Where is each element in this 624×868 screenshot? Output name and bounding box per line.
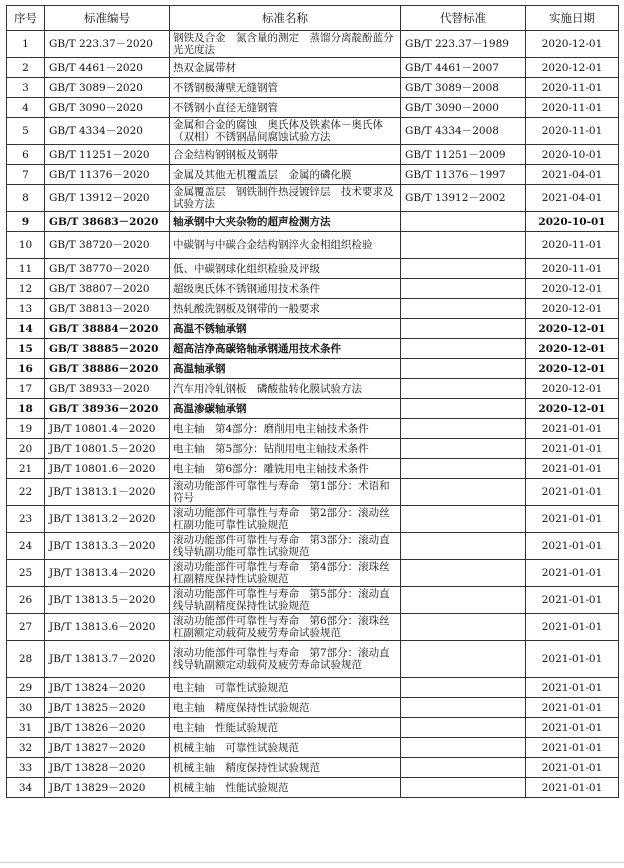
standard-code: GB/T 38720－2020 — [45, 232, 170, 259]
standard-code: JB/T 13824－2020 — [45, 678, 170, 698]
standard-name: 滚动功能部件可靠性与寿命 第6部分：滚珠丝杠副额定动载荷及疲劳寿命试验规范 — [170, 614, 401, 641]
table-row — [7, 58, 619, 78]
row-number: 34 — [7, 778, 45, 798]
effective-date: 2021-01-01 — [526, 533, 619, 560]
effective-date: 2020-12-01 — [526, 31, 619, 58]
standard-code: JB/T 13813.6－2020 — [45, 614, 170, 641]
table-row — [7, 165, 619, 185]
row-number: 13 — [7, 299, 45, 319]
standard-code: GB/T 4334－2020 — [45, 118, 170, 145]
effective-date: 2021-01-01 — [526, 738, 619, 758]
replaced-standard: GB/T 3089－2008 — [401, 78, 526, 98]
standard-name: 金属及其他无机覆盖层 金属的磷化膜 — [170, 165, 401, 185]
row-number: 14 — [7, 319, 45, 339]
replaced-standard — [401, 359, 526, 379]
replaced-standard — [401, 459, 526, 479]
standard-code: GB/T 38807－2020 — [45, 279, 170, 299]
standard-code: JB/T 13813.3－2020 — [45, 533, 170, 560]
table-row — [7, 359, 619, 379]
row-number: 25 — [7, 560, 45, 587]
row-number: 19 — [7, 419, 45, 439]
standard-code: GB/T 38884－2020 — [45, 319, 170, 339]
effective-date: 2021-01-01 — [526, 718, 619, 738]
table-row — [7, 533, 619, 560]
standard-name: 电主轴 可靠性试验规范 — [170, 678, 401, 698]
effective-date: 2021-01-01 — [526, 419, 619, 439]
table-row — [7, 319, 619, 339]
standard-name: 热双金属带材 — [170, 58, 401, 78]
header-name: 标准名称 — [170, 6, 401, 31]
standard-name: 金属覆盖层 钢铁制件热浸镀锌层 技术要求及试验方法 — [170, 185, 401, 212]
row-number: 29 — [7, 678, 45, 698]
row-number: 4 — [7, 98, 45, 118]
row-number: 18 — [7, 399, 45, 419]
row-number: 9 — [7, 212, 45, 232]
effective-date: 2021-01-01 — [526, 439, 619, 459]
standard-name: 中碳钢与中碳合金结构钢淬火金相组织检验 — [170, 232, 401, 259]
replaced-standard — [401, 506, 526, 533]
effective-date: 2021-01-01 — [526, 587, 619, 614]
standard-code: JB/T 10801.4－2020 — [45, 419, 170, 439]
effective-date: 2021-01-01 — [526, 614, 619, 641]
replaced-standard — [401, 379, 526, 399]
replaced-standard — [401, 718, 526, 738]
standard-name: 高温不锈轴承钢 — [170, 319, 401, 339]
table-row — [7, 98, 619, 118]
replaced-standard — [401, 339, 526, 359]
standard-name: 电主轴 第4部分：磨削用电主轴技术条件 — [170, 419, 401, 439]
table-row — [7, 506, 619, 533]
standard-code: JB/T 13828－2020 — [45, 758, 170, 778]
replaced-standard: GB/T 11376－1997 — [401, 165, 526, 185]
standard-code: GB/T 38886－2020 — [45, 359, 170, 379]
effective-date: 2020-12-01 — [526, 379, 619, 399]
replaced-standard — [401, 778, 526, 798]
effective-date: 2020-11-01 — [526, 78, 619, 98]
standard-name: 钢铁及合金 氮含量的测定 蒸馏分离靛酚蓝分光光度法 — [170, 31, 401, 58]
standard-name: 热轧酸洗钢板及钢带的一般要求 — [170, 299, 401, 319]
standard-code: JB/T 10801.5－2020 — [45, 439, 170, 459]
replaced-standard — [401, 738, 526, 758]
table-row — [7, 299, 619, 319]
replaced-standard — [401, 587, 526, 614]
effective-date: 2021-01-01 — [526, 506, 619, 533]
standard-name: 低、中碳钢球化组织检验及评级 — [170, 259, 401, 279]
row-number: 2 — [7, 58, 45, 78]
table-row — [7, 738, 619, 758]
table-row — [7, 718, 619, 738]
table-row — [7, 232, 619, 259]
standard-code: GB/T 38885－2020 — [45, 339, 170, 359]
effective-date: 2020-12-01 — [526, 299, 619, 319]
row-number: 16 — [7, 359, 45, 379]
replaced-standard — [401, 533, 526, 560]
row-number: 28 — [7, 641, 45, 678]
standard-code: GB/T 3090－2020 — [45, 98, 170, 118]
header-no: 序号 — [7, 6, 45, 31]
standard-code: GB/T 4461－2020 — [45, 58, 170, 78]
row-number: 6 — [7, 145, 45, 165]
replaced-standard — [401, 419, 526, 439]
standard-code: JB/T 13826－2020 — [45, 718, 170, 738]
standard-name: 高温轴承钢 — [170, 359, 401, 379]
row-number: 10 — [7, 232, 45, 259]
standard-code: GB/T 38813－2020 — [45, 299, 170, 319]
row-number: 20 — [7, 439, 45, 459]
table-row — [7, 379, 619, 399]
standard-code: JB/T 13813.5－2020 — [45, 587, 170, 614]
standard-name: 超高洁净高碳铬轴承钢通用技术条件 — [170, 339, 401, 359]
effective-date: 2020-12-01 — [526, 279, 619, 299]
effective-date: 2021-01-01 — [526, 459, 619, 479]
header-row — [7, 6, 619, 31]
replaced-standard — [401, 319, 526, 339]
table-row — [7, 587, 619, 614]
table-row — [7, 678, 619, 698]
header-code: 标准编号 — [45, 6, 170, 31]
standard-code: JB/T 13813.7－2020 — [45, 641, 170, 678]
standard-code: GB/T 38936－2020 — [45, 399, 170, 419]
row-number: 15 — [7, 339, 45, 359]
replaced-standard — [401, 678, 526, 698]
standard-name: 合金结构钢钢板及钢带 — [170, 145, 401, 165]
row-number: 8 — [7, 185, 45, 212]
table-row — [7, 118, 619, 145]
standard-name: 机械主轴 性能试验规范 — [170, 778, 401, 798]
standard-name: 不锈钢小直径无缝钢管 — [170, 98, 401, 118]
effective-date: 2020-12-01 — [526, 399, 619, 419]
standard-name: 滚动功能部件可靠性与寿命 第2部分：滚动丝杠副功能可靠性试验规范 — [170, 506, 401, 533]
replaced-standard — [401, 232, 526, 259]
standard-name: 滚动功能部件可靠性与寿命 第1部分：术语和符号 — [170, 479, 401, 506]
standard-name: 金属和合金的腐蚀 奥氏体及铁素体－奥氏体（双相）不锈钢晶间腐蚀试验方法 — [170, 118, 401, 145]
standard-name: 不锈钢极薄壁无缝钢管 — [170, 78, 401, 98]
effective-date: 2021-01-01 — [526, 758, 619, 778]
header-replaces: 代替标准 — [401, 6, 526, 31]
row-number: 26 — [7, 587, 45, 614]
standard-name: 高温渗碳轴承钢 — [170, 399, 401, 419]
table-row — [7, 279, 619, 299]
table-row — [7, 439, 619, 459]
replaced-standard — [401, 259, 526, 279]
standard-code: GB/T 3089－2020 — [45, 78, 170, 98]
table-row — [7, 259, 619, 279]
effective-date: 2020-12-01 — [526, 339, 619, 359]
table-row — [7, 145, 619, 165]
row-number: 32 — [7, 738, 45, 758]
table-row — [7, 560, 619, 587]
effective-date: 2020-10-01 — [526, 145, 619, 165]
row-number: 11 — [7, 259, 45, 279]
standard-code: GB/T 38683－2020 — [45, 212, 170, 232]
standard-name: 滚动功能部件可靠性与寿命 第4部分：滚珠丝杠副精度保持性试验规范 — [170, 560, 401, 587]
replaced-standard — [401, 641, 526, 678]
standard-name: 电主轴 精度保持性试验规范 — [170, 698, 401, 718]
replaced-standard — [401, 299, 526, 319]
table-row — [7, 185, 619, 212]
standard-code: JB/T 10801.6－2020 — [45, 459, 170, 479]
replaced-standard: GB/T 11251－2009 — [401, 145, 526, 165]
effective-date: 2020-11-01 — [526, 98, 619, 118]
row-number: 22 — [7, 479, 45, 506]
replaced-standard — [401, 698, 526, 718]
replaced-standard: GB/T 3090－2000 — [401, 98, 526, 118]
table-row — [7, 778, 619, 798]
standard-code: JB/T 13813.2－2020 — [45, 506, 170, 533]
replaced-standard: GB/T 4334－2008 — [401, 118, 526, 145]
row-number: 5 — [7, 118, 45, 145]
effective-date: 2020-12-01 — [526, 58, 619, 78]
row-number: 23 — [7, 506, 45, 533]
table-row — [7, 78, 619, 98]
standard-code: GB/T 223.37－2020 — [45, 31, 170, 58]
effective-date: 2021-01-01 — [526, 678, 619, 698]
standard-name: 电主轴 第5部分：钻削用电主轴技术条件 — [170, 439, 401, 459]
effective-date: 2020-11-01 — [526, 259, 619, 279]
standard-name: 超级奥氏体不锈钢通用技术条件 — [170, 279, 401, 299]
effective-date: 2021-01-01 — [526, 641, 619, 678]
row-number: 7 — [7, 165, 45, 185]
row-number: 21 — [7, 459, 45, 479]
standard-code: JB/T 13813.1－2020 — [45, 479, 170, 506]
table-row — [7, 758, 619, 778]
row-number: 1 — [7, 31, 45, 58]
standard-code: JB/T 13829－2020 — [45, 778, 170, 798]
row-number: 17 — [7, 379, 45, 399]
table-row — [7, 641, 619, 678]
replaced-standard: GB/T 13912－2002 — [401, 185, 526, 212]
standard-code: JB/T 13825－2020 — [45, 698, 170, 718]
replaced-standard: GB/T 223.37－1989 — [401, 31, 526, 58]
effective-date: 2020-11-01 — [526, 118, 619, 145]
effective-date: 2020-12-01 — [526, 359, 619, 379]
standard-name: 电主轴 第6部分：雕铣用电主轴技术条件 — [170, 459, 401, 479]
standard-code: GB/T 11251－2020 — [45, 145, 170, 165]
effective-date: 2021-04-01 — [526, 165, 619, 185]
effective-date: 2020-10-01 — [526, 212, 619, 232]
standard-code: JB/T 13827－2020 — [45, 738, 170, 758]
effective-date: 2021-01-01 — [526, 778, 619, 798]
row-number: 33 — [7, 758, 45, 778]
page-bottom-edge — [0, 862, 624, 868]
effective-date: 2021-04-01 — [526, 185, 619, 212]
effective-date: 2021-01-01 — [526, 479, 619, 506]
table-row — [7, 459, 619, 479]
replaced-standard — [401, 614, 526, 641]
replaced-standard — [401, 479, 526, 506]
standard-code: GB/T 38933－2020 — [45, 379, 170, 399]
header-date: 实施日期 — [526, 6, 619, 31]
replaced-standard: GB/T 4461－2007 — [401, 58, 526, 78]
table-row — [7, 399, 619, 419]
table-row — [7, 479, 619, 506]
effective-date: 2020-12-01 — [526, 319, 619, 339]
effective-date: 2021-01-01 — [526, 698, 619, 718]
standard-code: JB/T 13813.4－2020 — [45, 560, 170, 587]
replaced-standard — [401, 758, 526, 778]
row-number: 24 — [7, 533, 45, 560]
replaced-standard — [401, 399, 526, 419]
standard-name: 滚动功能部件可靠性与寿命 第3部分：滚动直线导轨副功能可靠性试验规范 — [170, 533, 401, 560]
row-number: 31 — [7, 718, 45, 738]
standard-code: GB/T 13912－2020 — [45, 185, 170, 212]
standard-name: 滚动功能部件可靠性与寿命 第7部分：滚动直线导轨副额定动载荷及疲劳寿命试验规范 — [170, 641, 401, 678]
table-row — [7, 339, 619, 359]
table-body — [7, 31, 619, 798]
replaced-standard — [401, 279, 526, 299]
table-row — [7, 419, 619, 439]
replaced-standard — [401, 439, 526, 459]
row-number: 12 — [7, 279, 45, 299]
standard-name: 机械主轴 精度保持性试验规范 — [170, 758, 401, 778]
standard-name: 轴承钢中大夹杂物的超声检测方法 — [170, 212, 401, 232]
standard-code: GB/T 11376－2020 — [45, 165, 170, 185]
row-number: 27 — [7, 614, 45, 641]
replaced-standard — [401, 212, 526, 232]
effective-date: 2020-11-01 — [526, 232, 619, 259]
table-row — [7, 698, 619, 718]
row-number: 3 — [7, 78, 45, 98]
effective-date: 2021-01-01 — [526, 560, 619, 587]
row-number: 30 — [7, 698, 45, 718]
replaced-standard — [401, 560, 526, 587]
standard-name: 汽车用冷轧钢板 磷酸盐转化膜试验方法 — [170, 379, 401, 399]
table-row — [7, 212, 619, 232]
table-row — [7, 614, 619, 641]
standard-name: 机械主轴 可靠性试验规范 — [170, 738, 401, 758]
standard-name: 电主轴 性能试验规范 — [170, 718, 401, 738]
standard-name: 滚动功能部件可靠性与寿命 第5部分：滚动直线导轨副精度保持性试验规范 — [170, 587, 401, 614]
table-row — [7, 31, 619, 58]
standards-table — [6, 5, 619, 798]
standard-code: GB/T 38770－2020 — [45, 259, 170, 279]
